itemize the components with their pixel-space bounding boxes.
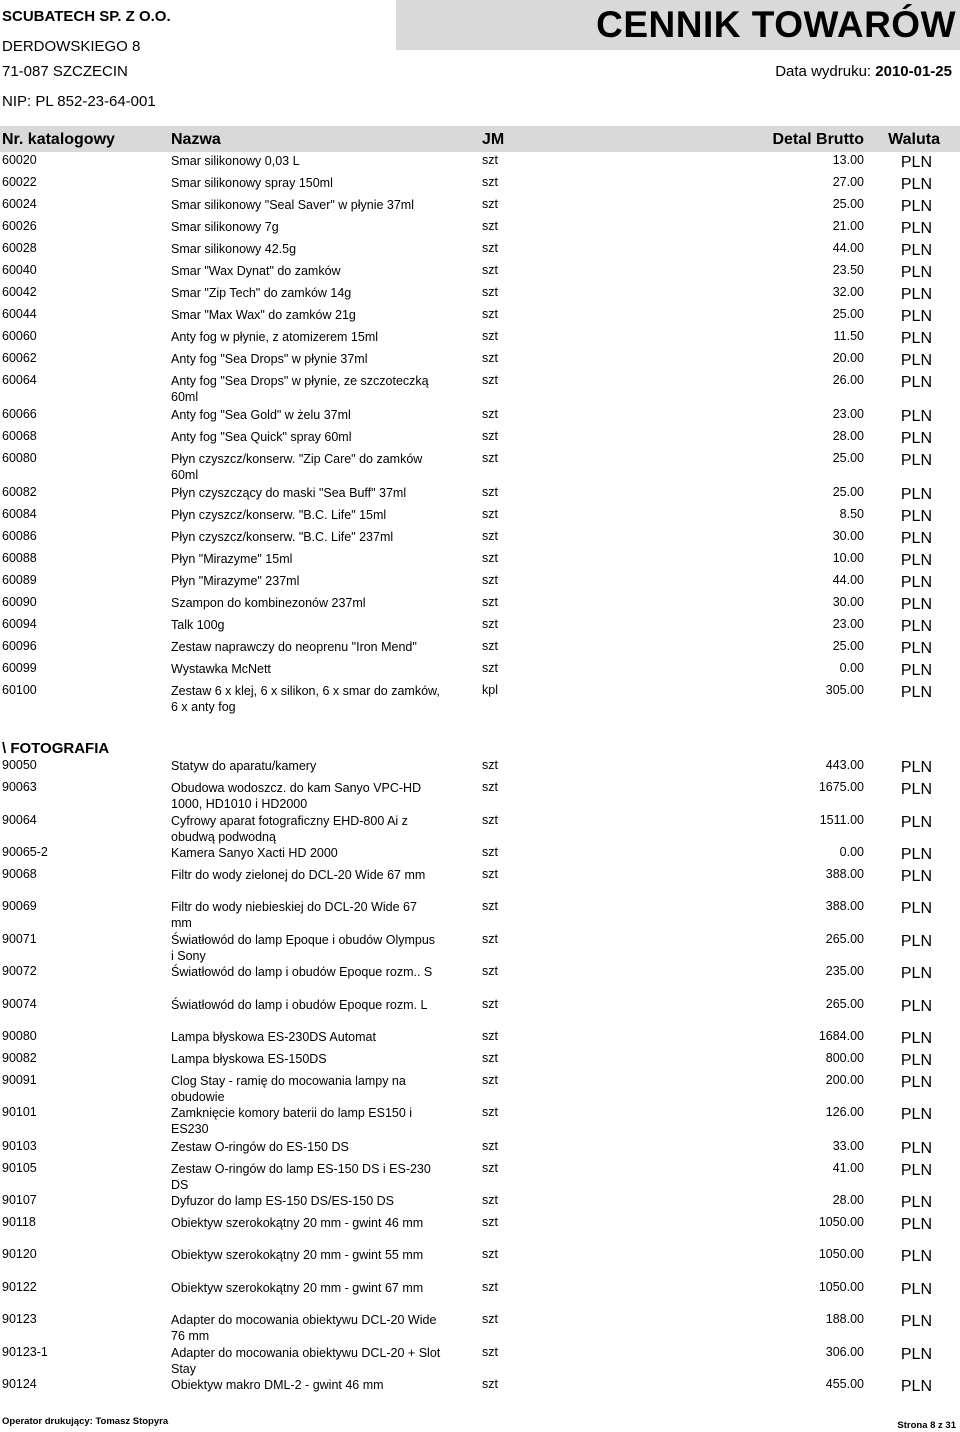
row-name: Smar "Zip Tech" do zamków 14g	[171, 286, 352, 300]
row-currency: PLN	[900, 198, 932, 215]
row-code: 90072	[2, 964, 37, 978]
row-price: 8.50	[839, 507, 864, 521]
row-unit: szt	[482, 551, 498, 565]
row-currency: PLN	[900, 452, 932, 469]
row-currency: PLN	[900, 814, 932, 831]
row-name: Zamknięcie komory baterii do lamp ES150 i ES230	[171, 1106, 413, 1136]
row-currency: PLN	[900, 552, 932, 569]
row-currency: PLN	[900, 684, 932, 701]
row-name: Smar silikonowy 42.5g	[171, 242, 297, 256]
row-currency: PLN	[900, 846, 932, 863]
row-name: Adapter do mocowania obiektywu DCL-20 + Slot Stay	[171, 1346, 441, 1376]
row-code: 60044	[2, 307, 37, 321]
row-price: 1050.00	[818, 1247, 864, 1261]
row-unit: szt	[482, 661, 498, 675]
row-unit: szt	[482, 351, 498, 365]
row-currency: PLN	[900, 618, 932, 635]
print-date-value: 2010-01-25	[875, 63, 952, 80]
row-code: 60026	[2, 219, 37, 233]
row-code: 90082	[2, 1051, 37, 1065]
row-code: 60028	[2, 241, 37, 255]
row-code: 60096	[2, 639, 37, 653]
row-currency: PLN	[900, 176, 932, 193]
print-date-label: Data wydruku:	[775, 63, 872, 80]
row-name: Lampa błyskowa ES-230DS Automat	[171, 1030, 376, 1044]
row-name: Wystawka McNett	[171, 662, 271, 676]
row-currency: PLN	[900, 352, 932, 369]
row-unit: szt	[482, 285, 498, 299]
row-name: Światłowód do lamp i obudów Epoque rozm.. S	[171, 965, 433, 979]
row-name: Zestaw naprawczy do neoprenu "Iron Mend"	[171, 640, 417, 654]
column-header-unit: JM	[482, 131, 505, 148]
row-price: 26.00	[832, 373, 864, 387]
row-unit: szt	[482, 197, 498, 211]
row-name: Clog Stay - ramię do mocowania lampy na obudowie	[171, 1074, 406, 1104]
row-price: 23.50	[832, 263, 864, 277]
row-unit: szt	[482, 1345, 498, 1359]
column-header-row	[0, 126, 960, 152]
row-code: 90107	[2, 1193, 37, 1207]
row-unit: szt	[482, 1029, 498, 1043]
row-code: 90105	[2, 1161, 37, 1175]
row-name: Cyfrowy aparat fotograficzny EHD-800 Ai z obudwą podwodną	[171, 814, 408, 844]
row-name: Anty fog "Sea Drops" w płynie, ze szczoteczką 60ml	[171, 374, 429, 404]
row-code: 90124	[2, 1377, 37, 1391]
column-header-name: Nazwa	[171, 131, 221, 148]
row-currency: PLN	[900, 1313, 932, 1330]
row-price: 30.00	[832, 595, 864, 609]
row-price: 23.00	[832, 617, 864, 631]
row-price: 0.00	[839, 661, 864, 675]
row-currency: PLN	[900, 1216, 932, 1233]
row-code: 60064	[2, 373, 37, 387]
row-price: 44.00	[832, 241, 864, 255]
row-name: Płyn "Mirazyme" 237ml	[171, 574, 300, 588]
row-unit: szt	[482, 263, 498, 277]
footer-page-number: Strona 8 z 31	[897, 1420, 956, 1431]
row-unit: szt	[482, 997, 498, 1011]
row-name: Obiektyw szerokokątny 20 mm - gwint 55 mm	[171, 1248, 424, 1262]
row-name: Talk 100g	[171, 618, 225, 632]
row-code: 60066	[2, 407, 37, 421]
row-currency: PLN	[900, 662, 932, 679]
row-price: 25.00	[832, 307, 864, 321]
row-name: Lampa błyskowa ES-150DS	[171, 1052, 327, 1066]
row-currency: PLN	[900, 308, 932, 325]
row-currency: PLN	[900, 1194, 932, 1211]
row-code: 60099	[2, 661, 37, 675]
row-code: 60094	[2, 617, 37, 631]
row-code: 90122	[2, 1280, 37, 1294]
row-unit: szt	[482, 429, 498, 443]
row-currency: PLN	[900, 330, 932, 347]
row-price: 235.00	[825, 964, 864, 978]
column-header-currency: Waluta	[888, 131, 940, 148]
row-currency: PLN	[900, 286, 932, 303]
row-price: 443.00	[825, 758, 864, 772]
row-price: 455.00	[825, 1377, 864, 1391]
row-price: 388.00	[825, 867, 864, 881]
row-currency: PLN	[900, 933, 932, 950]
row-name: Obiektyw szerokokątny 20 mm - gwint 46 mm	[171, 1216, 424, 1230]
row-currency: PLN	[900, 486, 932, 503]
row-code: 60084	[2, 507, 37, 521]
row-price: 28.00	[832, 429, 864, 443]
row-price: 44.00	[832, 573, 864, 587]
row-price: 800.00	[825, 1051, 864, 1065]
row-currency: PLN	[900, 508, 932, 525]
row-name: Smar silikonowy spray 150ml	[171, 176, 333, 190]
row-name: Szampon do kombinezonów 237ml	[171, 596, 366, 610]
row-currency: PLN	[900, 998, 932, 1015]
section-title: \ FOTOGRAFIA	[2, 740, 110, 757]
row-currency: PLN	[900, 1162, 932, 1179]
row-name: Anty fog "Sea Gold" w żelu 37ml	[171, 408, 351, 422]
row-price: 1684.00	[818, 1029, 864, 1043]
row-price: 188.00	[825, 1312, 864, 1326]
row-currency: PLN	[900, 264, 932, 281]
row-code: 90064	[2, 813, 37, 827]
row-price: 41.00	[832, 1161, 864, 1175]
row-code: 60088	[2, 551, 37, 565]
row-price: 1675.00	[818, 780, 864, 794]
row-unit: szt	[482, 241, 498, 255]
row-unit: szt	[482, 485, 498, 499]
row-code: 90063	[2, 780, 37, 794]
row-price: 1050.00	[818, 1280, 864, 1294]
print-date	[775, 63, 952, 80]
row-code: 90101	[2, 1105, 37, 1119]
row-unit: szt	[482, 219, 498, 233]
row-name: Zestaw O-ringów do lamp ES-150 DS i ES-230 DS	[171, 1162, 431, 1192]
column-header-code: Nr. katalogowy	[2, 131, 115, 148]
row-price: 21.00	[832, 219, 864, 233]
row-unit: kpl	[482, 683, 498, 697]
row-price: 1511.00	[819, 813, 864, 827]
row-code: 60024	[2, 197, 37, 211]
row-unit: szt	[482, 758, 498, 772]
row-name: Płyn czyszcz/konserw. "B.C. Life" 15ml	[171, 508, 387, 522]
row-price: 32.00	[832, 285, 864, 299]
row-price: 265.00	[825, 997, 864, 1011]
row-unit: szt	[482, 1215, 498, 1229]
row-price: 20.00	[832, 351, 864, 365]
row-code: 90091	[2, 1073, 37, 1087]
row-unit: szt	[482, 617, 498, 631]
row-currency: PLN	[900, 640, 932, 657]
row-code: 90080	[2, 1029, 37, 1043]
row-unit: szt	[482, 867, 498, 881]
row-currency: PLN	[900, 781, 932, 798]
row-price: 306.00	[825, 1345, 864, 1359]
company-city: 71-087 SZCZECIN	[2, 63, 128, 80]
row-unit: szt	[482, 407, 498, 421]
row-unit: szt	[482, 1280, 498, 1294]
row-unit: szt	[482, 175, 498, 189]
row-price: 200.00	[825, 1073, 864, 1087]
row-name: Płyn czyszcz/konserw. "B.C. Life" 237ml	[171, 530, 394, 544]
row-name: Zestaw 6 x klej, 6 x silikon, 6 x smar do zamków, 6 x anty fog	[171, 684, 440, 714]
row-code: 60100	[2, 683, 37, 697]
row-name: Anty fog "Sea Drops" w płynie 37ml	[171, 352, 368, 366]
row-code: 60022	[2, 175, 37, 189]
row-unit: szt	[482, 813, 498, 827]
row-code: 60042	[2, 285, 37, 299]
row-currency: PLN	[900, 1281, 932, 1298]
row-name: Smar silikonowy 7g	[171, 220, 279, 234]
row-unit: szt	[482, 595, 498, 609]
row-currency: PLN	[900, 430, 932, 447]
row-name: Kamera Sanyo Xacti HD 2000	[171, 846, 338, 860]
row-price: 126.00	[825, 1105, 864, 1119]
row-unit: szt	[482, 307, 498, 321]
row-currency: PLN	[900, 965, 932, 982]
row-unit: szt	[482, 373, 498, 387]
row-code: 60040	[2, 263, 37, 277]
row-price: 1050.00	[818, 1215, 864, 1229]
row-name: Statyw do aparatu/kamery	[171, 759, 317, 773]
row-unit: szt	[482, 845, 498, 859]
company-name: SCUBATECH SP. Z O.O.	[2, 8, 171, 25]
row-currency: PLN	[900, 408, 932, 425]
row-price: 265.00	[825, 932, 864, 946]
row-unit: szt	[482, 1247, 498, 1261]
row-currency: PLN	[900, 1346, 932, 1363]
row-unit: szt	[482, 639, 498, 653]
row-unit: szt	[482, 1193, 498, 1207]
row-currency: PLN	[900, 1248, 932, 1265]
row-unit: szt	[482, 1105, 498, 1119]
row-code: 90103	[2, 1139, 37, 1153]
row-unit: szt	[482, 780, 498, 794]
company-nip: NIP: PL 852-23-64-001	[2, 93, 156, 110]
column-header-price: Detal Brutto	[772, 131, 864, 148]
row-currency: PLN	[900, 759, 932, 776]
row-unit: szt	[482, 1073, 498, 1087]
row-currency: PLN	[900, 1030, 932, 1047]
row-unit: szt	[482, 573, 498, 587]
row-price: 25.00	[832, 451, 864, 465]
row-currency: PLN	[900, 1106, 932, 1123]
row-price: 11.50	[833, 329, 864, 343]
row-currency: PLN	[900, 1074, 932, 1091]
row-name: Adapter do mocowania obiektywu DCL-20 Wide 76 mm	[171, 1313, 437, 1343]
row-code: 90050	[2, 758, 37, 772]
row-code: 60020	[2, 153, 37, 167]
row-currency: PLN	[900, 242, 932, 259]
row-name: Filtr do wody niebieskiej do DCL-20 Wide 67 mm	[171, 900, 417, 930]
row-price: 33.00	[832, 1139, 864, 1153]
row-unit: szt	[482, 1377, 498, 1391]
row-price: 27.00	[832, 175, 864, 189]
row-unit: szt	[482, 899, 498, 913]
row-name: Smar "Wax Dynat" do zamków	[171, 264, 341, 278]
row-name: Obudowa wodoszcz. do kam Sanyo VPC-HD 1000, HD1010 i HD2000	[171, 781, 422, 811]
row-currency: PLN	[900, 1052, 932, 1069]
row-name: Płyn "Mirazyme" 15ml	[171, 552, 293, 566]
row-price: 10.00	[832, 551, 864, 565]
row-unit: szt	[482, 1139, 498, 1153]
row-price: 28.00	[832, 1193, 864, 1207]
row-name: Płyn czyszcz/konserw. "Zip Care" do zamków 60ml	[171, 452, 423, 482]
row-code: 90118	[2, 1215, 36, 1229]
row-code: 60090	[2, 595, 37, 609]
row-code: 60086	[2, 529, 37, 543]
row-price: 388.00	[825, 899, 864, 913]
row-code: 60062	[2, 351, 37, 365]
row-currency: PLN	[900, 574, 932, 591]
row-unit: szt	[482, 1312, 498, 1326]
row-code: 60060	[2, 329, 37, 343]
row-unit: szt	[482, 507, 498, 521]
row-code: 90123	[2, 1312, 37, 1326]
row-currency: PLN	[900, 596, 932, 613]
row-currency: PLN	[900, 154, 932, 171]
row-currency: PLN	[900, 374, 932, 391]
row-price: 25.00	[832, 197, 864, 211]
row-price: 0.00	[839, 845, 864, 859]
row-currency: PLN	[900, 530, 932, 547]
row-code: 90069	[2, 899, 37, 913]
row-name: Światłowód do lamp i obudów Epoque rozm. L	[171, 998, 428, 1012]
row-name: Obiektyw makro DML-2 - gwint 46 mm	[171, 1378, 384, 1392]
row-price: 23.00	[832, 407, 864, 421]
row-code: 60080	[2, 451, 37, 465]
row-name: Smar silikonowy 0,03 L	[171, 154, 300, 168]
row-currency: PLN	[900, 1378, 932, 1395]
title-band	[396, 0, 960, 50]
row-code: 90068	[2, 867, 37, 881]
row-code: 90120	[2, 1247, 37, 1261]
row-currency: PLN	[900, 220, 932, 237]
row-name: Płyn czyszczący do maski "Sea Buff" 37ml	[171, 486, 407, 500]
row-code: 90065-2	[2, 845, 48, 859]
row-name: Anty fog "Sea Quick" spray 60ml	[171, 430, 352, 444]
row-price: 305.00	[825, 683, 864, 697]
row-price: 30.00	[832, 529, 864, 543]
row-unit: szt	[482, 1051, 498, 1065]
row-code: 90074	[2, 997, 37, 1011]
row-code: 60089	[2, 573, 37, 587]
row-unit: szt	[482, 153, 498, 167]
document-title: CENNIK TOWARÓW	[596, 4, 956, 45]
row-unit: szt	[482, 451, 498, 465]
row-name: Smar "Max Wax" do zamków 21g	[171, 308, 356, 322]
row-unit: szt	[482, 932, 498, 946]
row-price: 25.00	[832, 639, 864, 653]
row-unit: szt	[482, 329, 498, 343]
row-name: Zestaw O-ringów do ES-150 DS	[171, 1140, 349, 1154]
row-currency: PLN	[900, 1140, 932, 1157]
row-name: Dyfuzor do lamp ES-150 DS/ES-150 DS	[171, 1194, 395, 1208]
row-price: 13.00	[832, 153, 864, 167]
row-code: 90071	[2, 932, 37, 946]
row-unit: szt	[482, 529, 498, 543]
row-code: 60068	[2, 429, 37, 443]
footer-operator: Operator drukujący: Tomasz Stopyra	[2, 1416, 169, 1427]
company-street: DERDOWSKIEGO 8	[2, 38, 141, 55]
row-code: 60082	[2, 485, 37, 499]
row-currency: PLN	[900, 868, 932, 885]
row-currency: PLN	[900, 900, 932, 917]
row-unit: szt	[482, 964, 498, 978]
row-name: Obiektyw szerokokątny 20 mm - gwint 67 mm	[171, 1281, 424, 1295]
row-name: Światłowód do lamp Epoque i obudów Olympus i Sony	[171, 933, 436, 963]
row-code: 90123-1	[2, 1345, 48, 1359]
row-name: Filtr do wody zielonej do DCL-20 Wide 67 mm	[171, 868, 426, 882]
row-unit: szt	[482, 1161, 498, 1175]
row-name: Smar silikonowy "Seal Saver" w płynie 37ml	[171, 198, 414, 212]
row-price: 25.00	[832, 485, 864, 499]
row-name: Anty fog w płynie, z atomizerem 15ml	[171, 330, 379, 344]
